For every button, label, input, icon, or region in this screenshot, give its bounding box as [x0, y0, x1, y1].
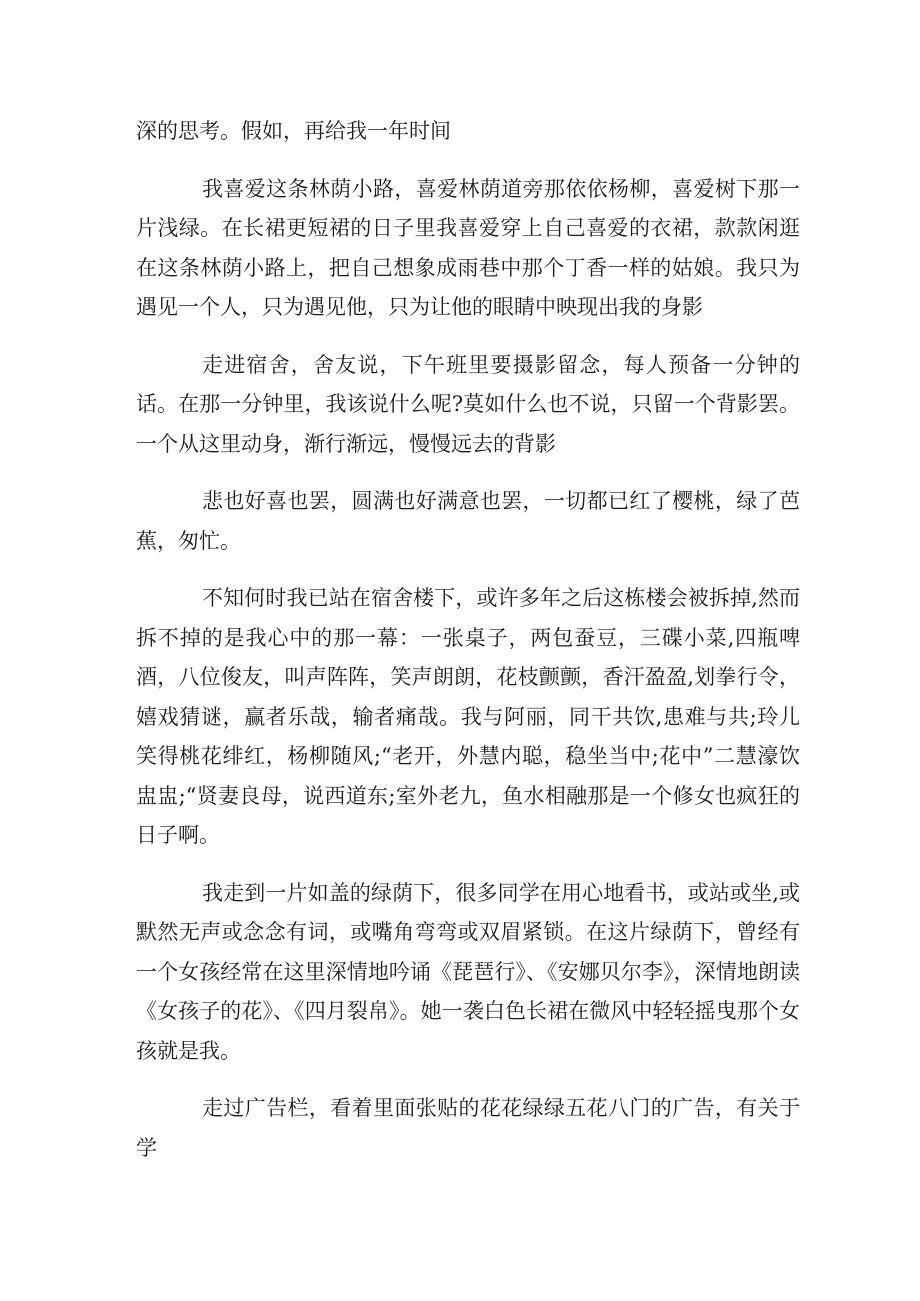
paragraph-7: 走过广告栏，看着里面张贴的花花绿绿五花八门的广告，有关于学	[136, 1096, 800, 1160]
paragraph-1: 深的思考。假如，再给我一年时间	[136, 119, 451, 143]
document-body	[136, 112, 800, 1186]
paragraph-5: 不知何时我已站在宿舍楼下，或许多年之后这栋楼会被拆掉,然而拆不掉的是我心中的那一幕：一张桌子，两包蚕豆，三碟小菜,四瓶啤酒，八位俊友，叫声阵阵，笑声朗朗，花枝颤颤，香汗盈盈,划拳行令，嬉戏猜谜，赢者乐哉，输者痛哉。我与阿丽，同干共饮,患难与共;玲儿笑得桃花绯红，杨柳随风;“老开，外慧内聪，稳坐当中;花中”二慧濠饮盅盅;“贤妻良母，说西道东;室外老九，鱼水相融那是一个修女也疯狂的日子啊。	[136, 586, 800, 847]
paragraph-6: 我走到一片如盖的绿荫下，很多同学在用心地看书，或站或坐,或默然无声或念念有词，或嘴角弯弯或双眉紧锁。在这片绿荫下，曾经有一个女孩经常在这里深情地吟诵《琵琶行》、《安娜贝尔李》，深情地朗读《女孩子的花》、《四月裂帛》。她一袭白色长裙在微风中轻轻摇曳那个女孩就是我。	[136, 880, 800, 1063]
paragraph-3: 走进宿舍，舍友说，下午班里要摄影留念，每人预备一分钟的话。在那一分钟里，我该说什么呢?莫如什么也不说，只留一个背影罢。一个从这里动身，渐行渐远，慢慢远去的背影	[136, 352, 800, 456]
paragraph-4: 悲也好喜也罢，圆满也好满意也罢，一切都已红了樱桃，绿了芭蕉，匆忙。	[136, 489, 800, 553]
paragraph-2: 我喜爱这条林荫小路，喜爱林荫道旁那依依杨柳，喜爱树下那一片浅绿。在长裙更短裙的日子里我喜爱穿上自己喜爱的衣裙，款款闲逛在这条林荫小路上，把自己想象成雨巷中那个丁香一样的姑娘。我只为遇见一个人，只为遇见他，只为让他的眼睛中映现出我的身影	[136, 176, 800, 319]
